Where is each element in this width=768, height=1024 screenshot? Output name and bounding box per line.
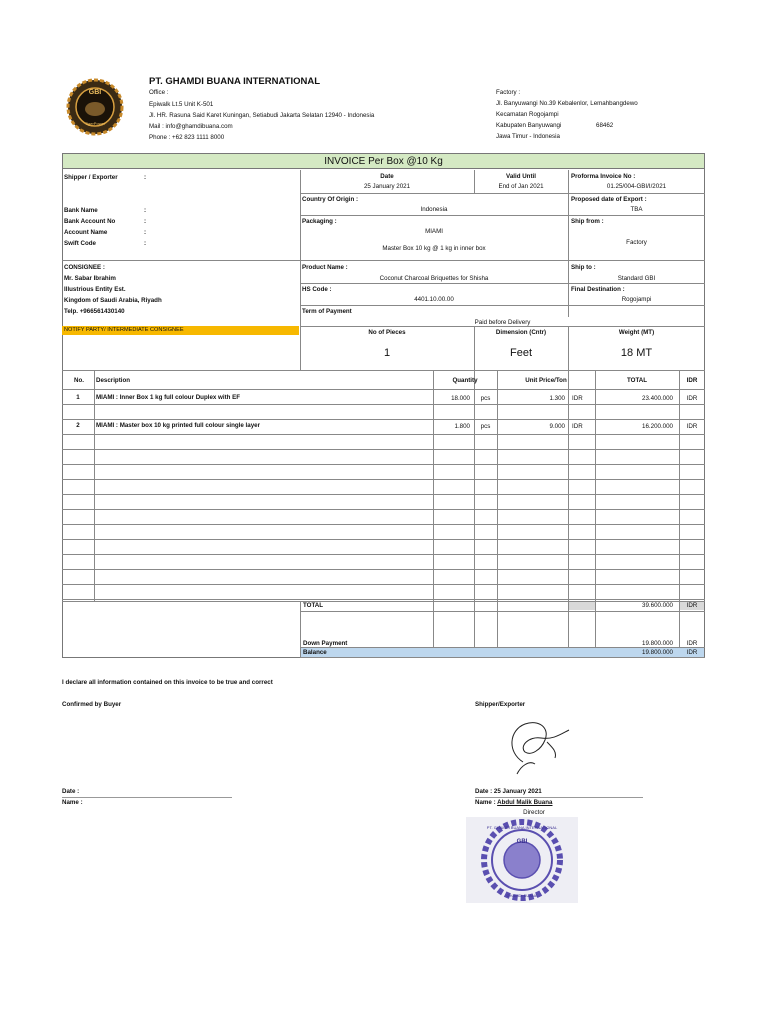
table-grid-line: [497, 370, 498, 657]
row1-price-currency: IDR: [572, 395, 583, 402]
final-destination-value: Rogojampi: [621, 296, 652, 303]
swift-code-label: Swift Code: [64, 240, 96, 247]
company-name: PT. GHAMDI BUANA INTERNATIONAL: [149, 76, 320, 87]
col-header-quantity: Quantity: [452, 377, 478, 384]
consignee-line4: Telp. +966561430140: [64, 308, 125, 315]
proforma-label: Proforma Invoice No :: [571, 173, 636, 180]
shipper-date: Date : 25 January 2021: [475, 788, 542, 795]
product-value: Coconut Charcoal Briquettes for Shisha: [379, 275, 489, 282]
consignee-line2: Illustrious Entity Est.: [64, 286, 126, 293]
row2-price-currency: IDR: [572, 423, 583, 430]
table-grid-line: [62, 494, 705, 495]
table-grid-line: [62, 554, 705, 555]
balance-label: Balance: [303, 649, 327, 656]
shipper-label: Shipper / Exporter: [64, 174, 118, 181]
office-line2: Jl. HR. Rasuna Said Karet Kuningan, Setiabudi Jakarta Selatan 12940 - Indonesia: [149, 112, 375, 119]
office-phone: Phone : +62 823 1111 8000: [149, 134, 225, 141]
date-label: Date: [380, 173, 394, 180]
factory-zip: 68462: [596, 122, 614, 129]
total-value: 39.600.000: [642, 602, 673, 609]
origin-label: Country Of Origin :: [302, 196, 359, 203]
table-grid-line: [595, 370, 596, 657]
logo-text: GBI: [88, 89, 102, 96]
invoice-title: INVOICE Per Box @10 Kg: [62, 153, 705, 169]
table-grid-line: [94, 370, 95, 601]
row1-price: 1.300: [549, 395, 565, 402]
factory-line1: Jl. Banyuwangi No.39 Kebalenlor, Lemahbangdewo: [496, 100, 638, 107]
table-grid-line: [62, 419, 705, 420]
table-grid-line: [62, 584, 705, 585]
balance-value: 19.800.000: [642, 649, 673, 656]
shipper-name-value: Abdul Malik Buana: [497, 799, 553, 806]
balance-currency: IDR: [686, 649, 698, 656]
down-payment-label: Down Payment: [303, 640, 348, 647]
bank-name-label: Bank Name: [64, 207, 98, 214]
stamp-bottom-text: GHAMDI BUANA: [506, 893, 538, 898]
row2-description: MIAMI : Master box 10 kg printed full colour single layer: [96, 422, 260, 429]
table-grid-line: [62, 404, 705, 405]
table-grid-line: [300, 657, 705, 658]
export-date-value: TBA: [630, 206, 643, 213]
shipper-exporter-label: Shipper/Exporter: [475, 701, 526, 708]
table-grid-line: [62, 464, 705, 465]
product-label: Product Name :: [302, 264, 348, 271]
table-grid-line: [62, 539, 705, 540]
bank-account-colon: :: [144, 218, 147, 225]
pieces-value: 1: [383, 347, 391, 359]
shipper-name-prefix: Name :: [475, 799, 498, 806]
row2-qty: 1.800: [454, 423, 470, 430]
shipper-name-label: [475, 799, 552, 807]
table-grid-line: [474, 370, 475, 657]
pieces-label: No of Pieces: [368, 329, 406, 336]
total-label: TOTAL: [303, 602, 324, 609]
row1-description: MIAMI : Inner Box 1 kg full colour Duplex with EF: [96, 394, 241, 401]
logo-subtext: TigerPower: [84, 121, 106, 126]
consignee-label: CONSIGNEE :: [64, 264, 105, 271]
shipper-colon: :: [144, 174, 147, 181]
term-value: Paid before Delivery: [474, 319, 531, 326]
table-grid-line: [62, 449, 705, 450]
table-grid-line: [62, 599, 705, 600]
buyer-date-line: [62, 797, 232, 798]
weight-label: Weight (MT): [618, 329, 655, 336]
row1-total: 23.400.000: [642, 395, 673, 402]
row1-no: 1: [76, 394, 80, 401]
origin-value: Indonesia: [420, 206, 448, 213]
valid-value: End of Jan 2021: [498, 183, 544, 190]
ship-from-label: Ship from :: [571, 218, 604, 225]
row1-unit: pcs: [480, 395, 491, 402]
table-grid-line: [433, 370, 434, 657]
packaging-label: Packaging :: [302, 218, 337, 225]
final-destination-label: Final Destination :: [571, 286, 625, 293]
office-mail: Mail : info@ghamdibuana.com: [149, 123, 233, 130]
factory-line3: Kabupaten Banyuwangi: [496, 122, 562, 129]
hs-code-value: 4401.10.00.00: [414, 296, 454, 303]
row2-unit: pcs: [480, 423, 491, 430]
table-grid-line: [62, 434, 705, 435]
col-header-description: Description: [96, 377, 131, 384]
table-grid-line: [62, 524, 705, 525]
company-stamp: [466, 817, 578, 903]
factory-line2: Kecamatan Rogojampi: [496, 111, 559, 118]
account-name-colon: :: [144, 229, 147, 236]
table-grid-line: [568, 370, 569, 657]
row2-total-currency: IDR: [686, 423, 698, 430]
ship-to-value: Standard GBI: [617, 275, 656, 282]
table-grid-line: [62, 479, 705, 480]
stamp-text: PT. GHAMDI BUANA INTERNATIONAL: [486, 825, 558, 830]
row2-total: 16.200.000: [642, 423, 673, 430]
table-grid-line: [679, 370, 680, 657]
swift-code-colon: :: [144, 240, 147, 247]
ship-from-value: Factory: [626, 239, 647, 246]
dimension-value: Feet: [509, 347, 532, 359]
factory-label: Factory :: [496, 89, 521, 96]
col-header-unit-price: Unit Price/Ton: [525, 377, 567, 384]
col-header-no: No.: [74, 377, 84, 384]
buyer-date-label: Date :: [62, 788, 80, 795]
office-line1: Epiwalk Lt.5 Unit K-501: [149, 101, 214, 108]
row1-qty: 18.000: [451, 395, 470, 402]
packaging-value1: MIAMI: [425, 228, 443, 235]
bank-name-colon: :: [144, 207, 147, 214]
account-name-label: Account Name: [64, 229, 108, 236]
consignee-line1: Mr. Sabar Ibrahim: [64, 275, 116, 282]
office-label: Office :: [149, 89, 169, 96]
proforma-value: 01.25/004-GBI/I/2021: [606, 183, 667, 190]
down-payment-value: 19.800.000: [642, 640, 673, 647]
hs-code-label: HS Code :: [302, 286, 332, 293]
company-logo: [62, 78, 128, 136]
row1-total-currency: IDR: [686, 395, 698, 402]
consignee-line3: Kingdom of Saudi Arabia, Riyadh: [64, 297, 162, 304]
notify-party-label: NOTIFY PARTY/ INTERMEDIATE CONSIGNEE: [64, 327, 184, 333]
stamp-logo-text: GBI: [516, 839, 528, 845]
total-currency: IDR: [686, 602, 698, 609]
declaration: I declare all information contained on this invoice to be true and correct: [62, 679, 273, 686]
weight-value: 18 MT: [620, 347, 653, 359]
total-shaded-cell: [569, 602, 595, 610]
down-payment-currency: IDR: [686, 640, 698, 647]
factory-line4: Jawa Timur - Indonesia: [496, 133, 560, 140]
notify-party-bar: [62, 326, 299, 335]
export-date-label: Proposed date of Export :: [571, 196, 647, 203]
dimension-label: Dimension (Cntr): [495, 329, 547, 336]
ship-to-label: Ship to :: [571, 264, 596, 271]
col-header-currency: IDR: [686, 377, 698, 384]
confirmed-by-buyer: Confirmed by Buyer: [62, 701, 122, 708]
table-grid-line: [300, 611, 705, 612]
table-grid-line: [62, 569, 705, 570]
table-grid-line: [62, 389, 705, 390]
shipper-date-line: [475, 797, 643, 798]
shipper-position: Director: [523, 809, 545, 816]
packaging-value2: Master Box 10 kg @ 1 kg in inner box: [382, 245, 486, 252]
bank-account-label: Bank Account No: [64, 218, 116, 225]
term-label: Term of Payment: [302, 308, 352, 315]
signature: [495, 712, 585, 784]
row2-no: 2: [76, 422, 80, 429]
valid-label: Valid Until: [506, 173, 536, 180]
col-header-total: TOTAL: [626, 377, 648, 384]
buyer-name-label: Name :: [62, 799, 83, 806]
date-value: 25 January 2021: [363, 183, 411, 190]
row2-price: 9.000: [549, 423, 565, 430]
table-grid-line: [62, 509, 705, 510]
